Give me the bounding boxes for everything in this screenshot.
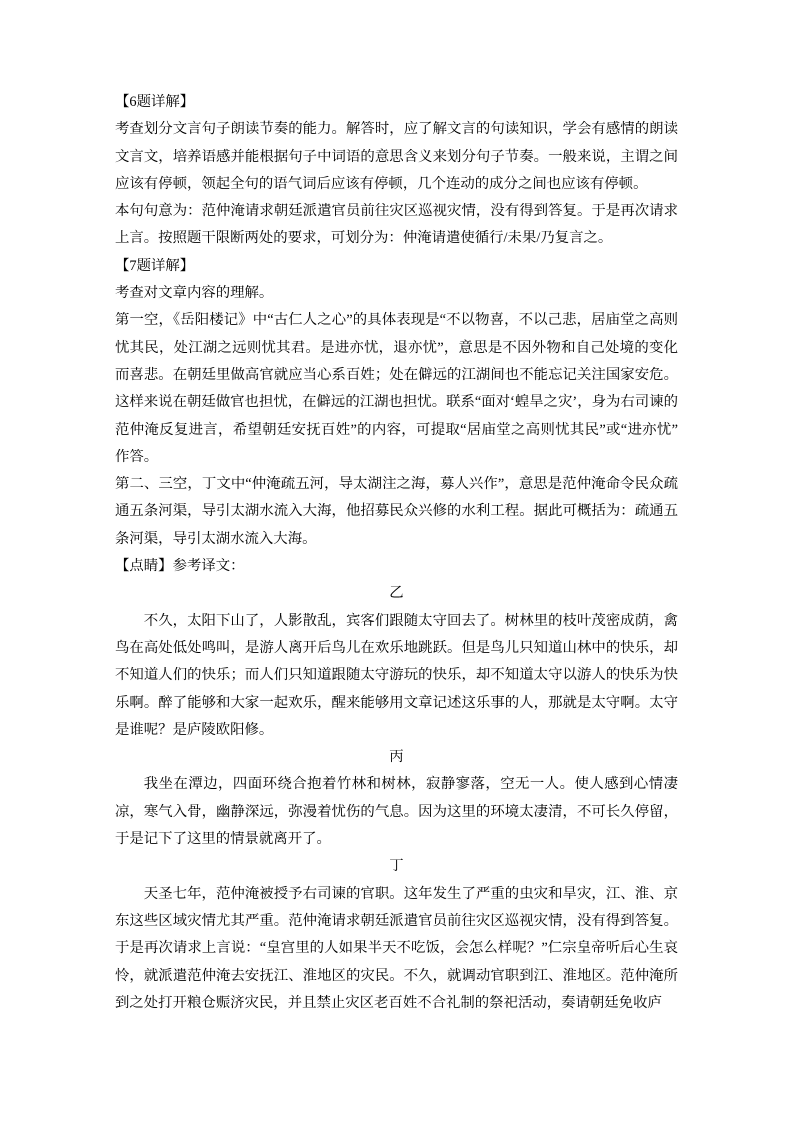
translation-label-bing: 丙 <box>389 749 404 766</box>
translation-paragraph-ding: 天圣七年，范仲淹被授予右司谏的官职。这年发生了严重的虫灾和旱灾，江、淮、京东这些区域灾情尤其严重。范仲淹请求朝廷派遣官员前往灾区巡视灾情，没有得到答复。于是再次请求上言说：“皇宫里的人如果半天不吃饭，会怎么样呢？”仁宗皇帝听后心生哀怜，就派遣范仲淹去安抚江、淮地区的灾民。不久，就调动官职到江、淮地区。范仲淹所到之处打开粮仓赈济灾民，并且禁止灾区老百姓不合礼制的祭祀活动，奏请朝廷免收庐 <box>115 885 678 1011</box>
q6-explanation-paragraph-2: 本句句意为：范仲淹请求朝廷派遣官员前往灾区巡视灾情，没有得到答复。于是再次请求上言。按照题干限断两处的要求，可划分为：仲淹请遣使循行/未果/乃复言之。 <box>115 203 678 247</box>
section-heading-q7-explanation: 【7题详解】 <box>115 257 195 274</box>
q6-explanation-paragraph-1: 考查划分文言句子朗读节奏的能力。解答时，应了解文言的句读知识，学会有感情的朗读文言文，培养语感并能根据句子中词语的意思含义来划分句子节奏。一般来说，主谓之间应该有停顿，领起全句的语气词后应该有停顿，几个连动的成分之间也应该有停顿。 <box>115 121 678 192</box>
q7-explanation-paragraph-1: 考查对文章内容的理解。 <box>115 285 274 302</box>
translation-label-ding: 丁 <box>389 858 404 875</box>
translation-label-yi: 乙 <box>389 585 404 602</box>
reference-translation-heading: 【点睛】参考译文： <box>115 558 245 575</box>
q7-explanation-paragraph-2: 第一空，《岳阳楼记》中“古仁人之心”的具体表现是“不以物喜，不以己悲，居庙堂之高则忧其民，处江湖之远则忧其君。是进亦忧，退亦忧”，意思是不因外物和自己处境的变化而喜悲。在朝廷里做高官就应当心系百姓；处在僻远的江湖间也不能忘记关注国家安危。这样来说在朝廷做官也担忧，在僻远的江湖也担忧。联系“面对‘蝗旱之灾’，身为右司谏的范仲淹反复进言，希望朝廷安抚百姓”的内容，可提取“居庙堂之高则忧其民”或“进亦忧”作答。 <box>115 312 678 465</box>
translation-paragraph-yi: 不久，太阳下山了，人影散乱，宾客们跟随太守回去了。树林里的枝叶茂密成荫，禽鸟在高处低处鸣叫，是游人离开后鸟儿在欢乐地跳跃。但是鸟儿只知道山林中的快乐，却不知道人们的快乐；而人们只知道跟随太守游玩的快乐，却不知道太守以游人的快乐为快乐啊。醉了能够和大家一起欢乐，醒来能够用文章记述这乐事的人，那就是太守啊。太守是谁呢？是庐陵欧阳修。 <box>115 612 678 738</box>
q7-explanation-paragraph-3: 第二、三空，丁文中“仲淹疏五河，导太湖注之海，募人兴作”，意思是范仲淹命令民众疏通五条河渠，导引太湖水流入大海，他招募民众兴修的水利工程。据此可概括为：疏通五条河渠，导引太湖水流入大海。 <box>115 476 678 547</box>
section-heading-q6-explanation: 【6题详解】 <box>115 94 195 110</box>
translation-paragraph-bing: 我坐在潭边，四面环绕合抱着竹林和树林，寂静寥落，空无一人。使人感到心情凄凉，寒气入骨，幽静深远，弥漫着忧伤的气息。因为这里的环境太凄清，不可长久停留，于是记下了这里的情景就离开了。 <box>115 776 678 848</box>
